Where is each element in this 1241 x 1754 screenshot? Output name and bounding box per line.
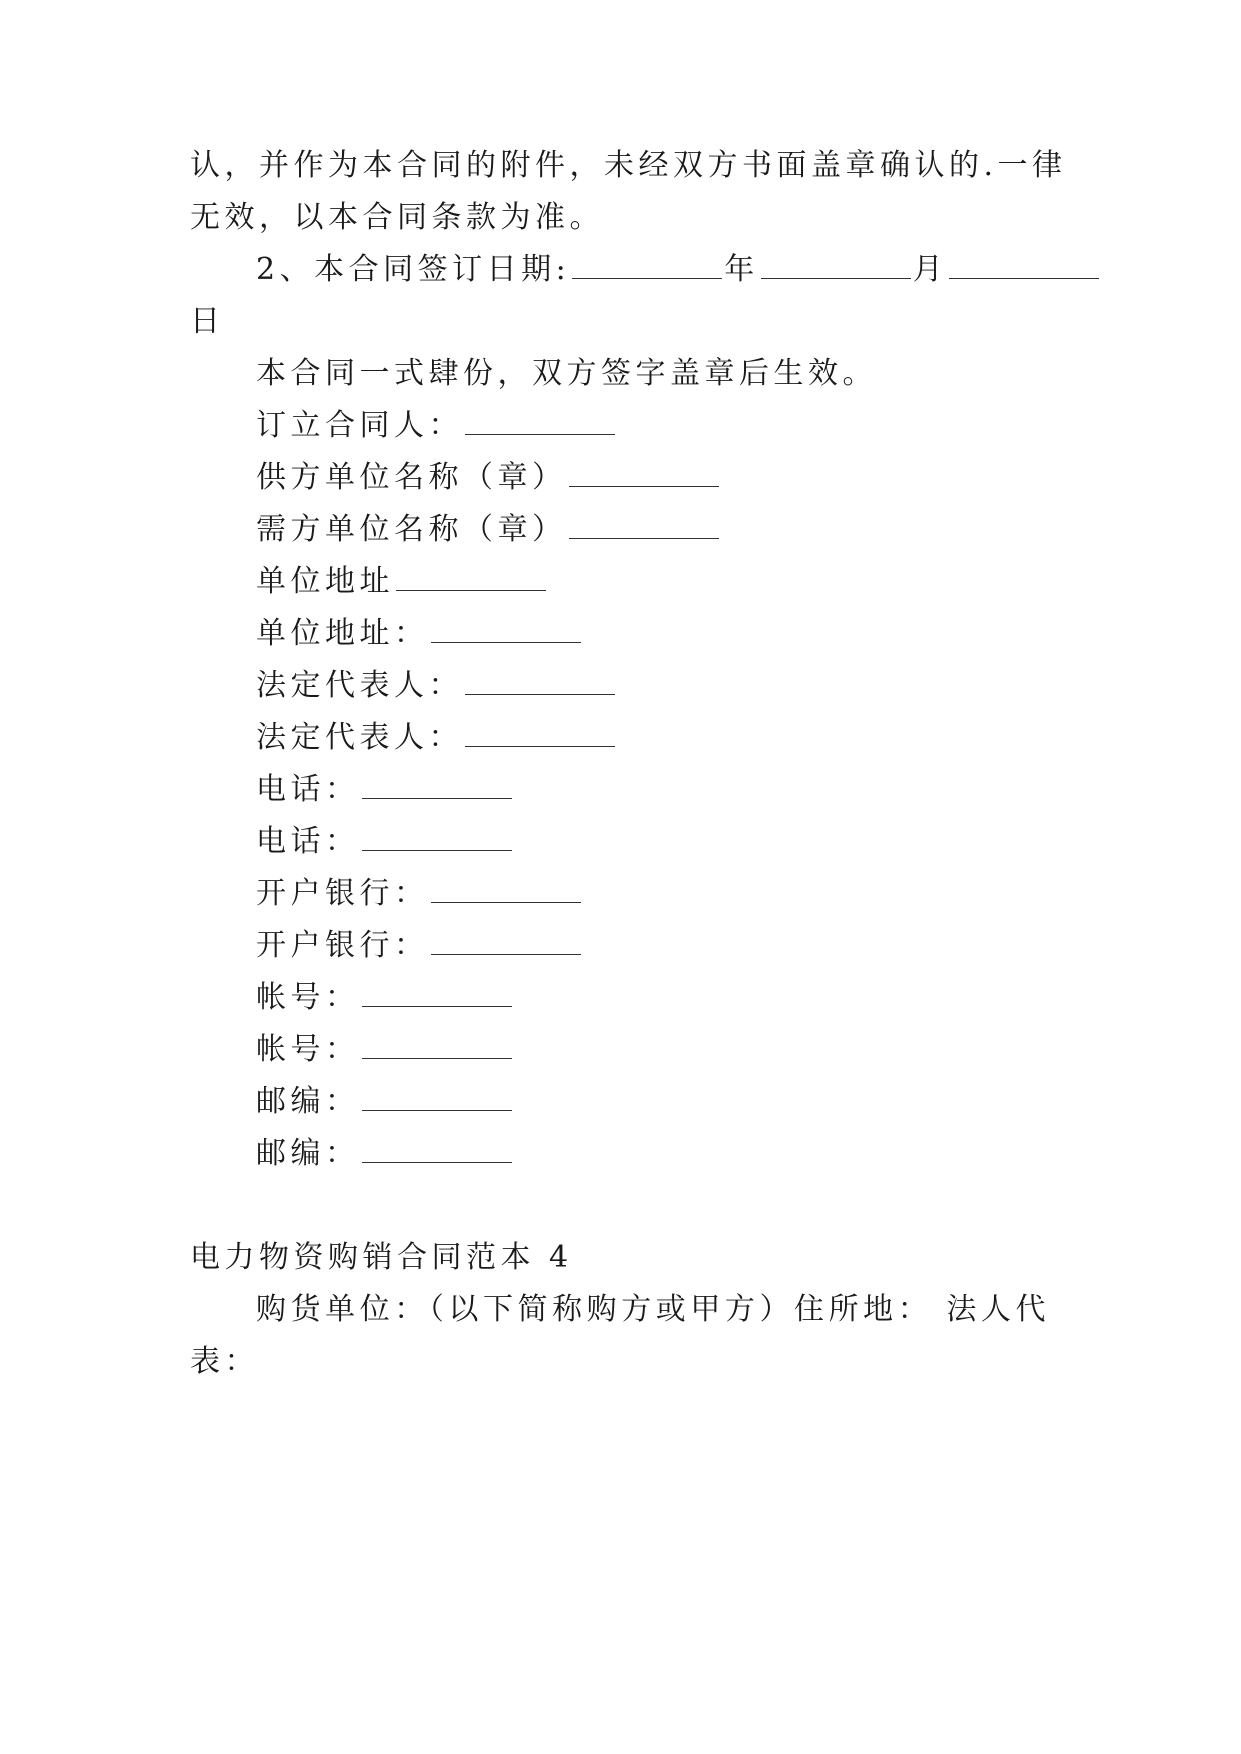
postcode-line <box>256 1082 514 1122</box>
account-line <box>256 1030 514 1070</box>
address-line <box>256 562 548 602</box>
signer-line <box>256 406 617 446</box>
field-label: 开户银行： <box>256 928 429 963</box>
postcode-blank <box>362 1084 512 1111</box>
supplier-line <box>256 458 721 498</box>
buyer-line <box>256 510 721 550</box>
field-label: 法定代表人： <box>256 720 463 755</box>
signer-blank <box>465 408 615 435</box>
phone-blank <box>362 772 512 799</box>
month-label: 月 <box>912 252 948 287</box>
account-blank <box>362 980 512 1007</box>
paragraph-line: 无效，以本合同条款为准。 <box>190 200 604 235</box>
legal-rep-blank <box>465 668 615 695</box>
field-label: 开户银行： <box>256 876 429 911</box>
address-line <box>256 614 583 654</box>
year-label: 年 <box>724 252 759 287</box>
legal-rep-line <box>256 666 617 706</box>
field-label: 邮编： <box>256 1136 360 1171</box>
bank-blank <box>431 876 581 903</box>
supplier-blank <box>569 460 719 487</box>
phone-blank <box>362 824 512 851</box>
postcode-line <box>256 1134 514 1174</box>
field-label: 邮编： <box>256 1084 360 1119</box>
month-blank <box>761 252 911 279</box>
bank-line <box>256 926 583 966</box>
field-label: 供方单位名称（章） <box>256 460 567 495</box>
address-blank <box>431 616 581 643</box>
bank-line <box>256 874 583 914</box>
phone-line <box>256 822 514 862</box>
year-blank <box>572 252 722 279</box>
paragraph-line: 表： <box>190 1344 259 1379</box>
field-label: 帐号： <box>256 980 360 1015</box>
section-title: 电力物资购销合同范本 4 <box>190 1240 573 1275</box>
paragraph-line: 认，并作为本合同的附件，未经双方书面盖章确认的.一律 <box>190 148 1067 183</box>
buyer-blank <box>569 512 719 539</box>
bank-blank <box>431 928 581 955</box>
account-blank <box>362 1032 512 1059</box>
field-label: 单位地址： <box>256 616 429 651</box>
field-label: 订立合同人： <box>256 408 463 443</box>
phone-line <box>256 770 514 810</box>
day-label: 日 <box>190 304 225 339</box>
signing-date-label: 2、本合同签订日期: <box>256 252 571 287</box>
address-blank <box>396 564 546 591</box>
copies-line: 本合同一式肆份，双方签字盖章后生效。 <box>256 356 877 391</box>
field-label: 电话： <box>256 824 360 859</box>
postcode-blank <box>362 1136 512 1163</box>
account-line <box>256 978 514 1018</box>
field-label: 单位地址 <box>256 564 394 599</box>
field-label: 帐号： <box>256 1032 360 1067</box>
day-blank <box>949 252 1099 279</box>
field-label: 电话： <box>256 772 360 807</box>
legal-rep-line <box>256 718 617 758</box>
field-label: 需方单位名称（章） <box>256 512 567 547</box>
paragraph-line: 购货单位：（以下简称购方或甲方）住所地： 法人代 <box>256 1292 1050 1327</box>
signing-date-line <box>256 250 1101 290</box>
legal-rep-blank <box>465 720 615 747</box>
field-label: 法定代表人： <box>256 668 463 703</box>
